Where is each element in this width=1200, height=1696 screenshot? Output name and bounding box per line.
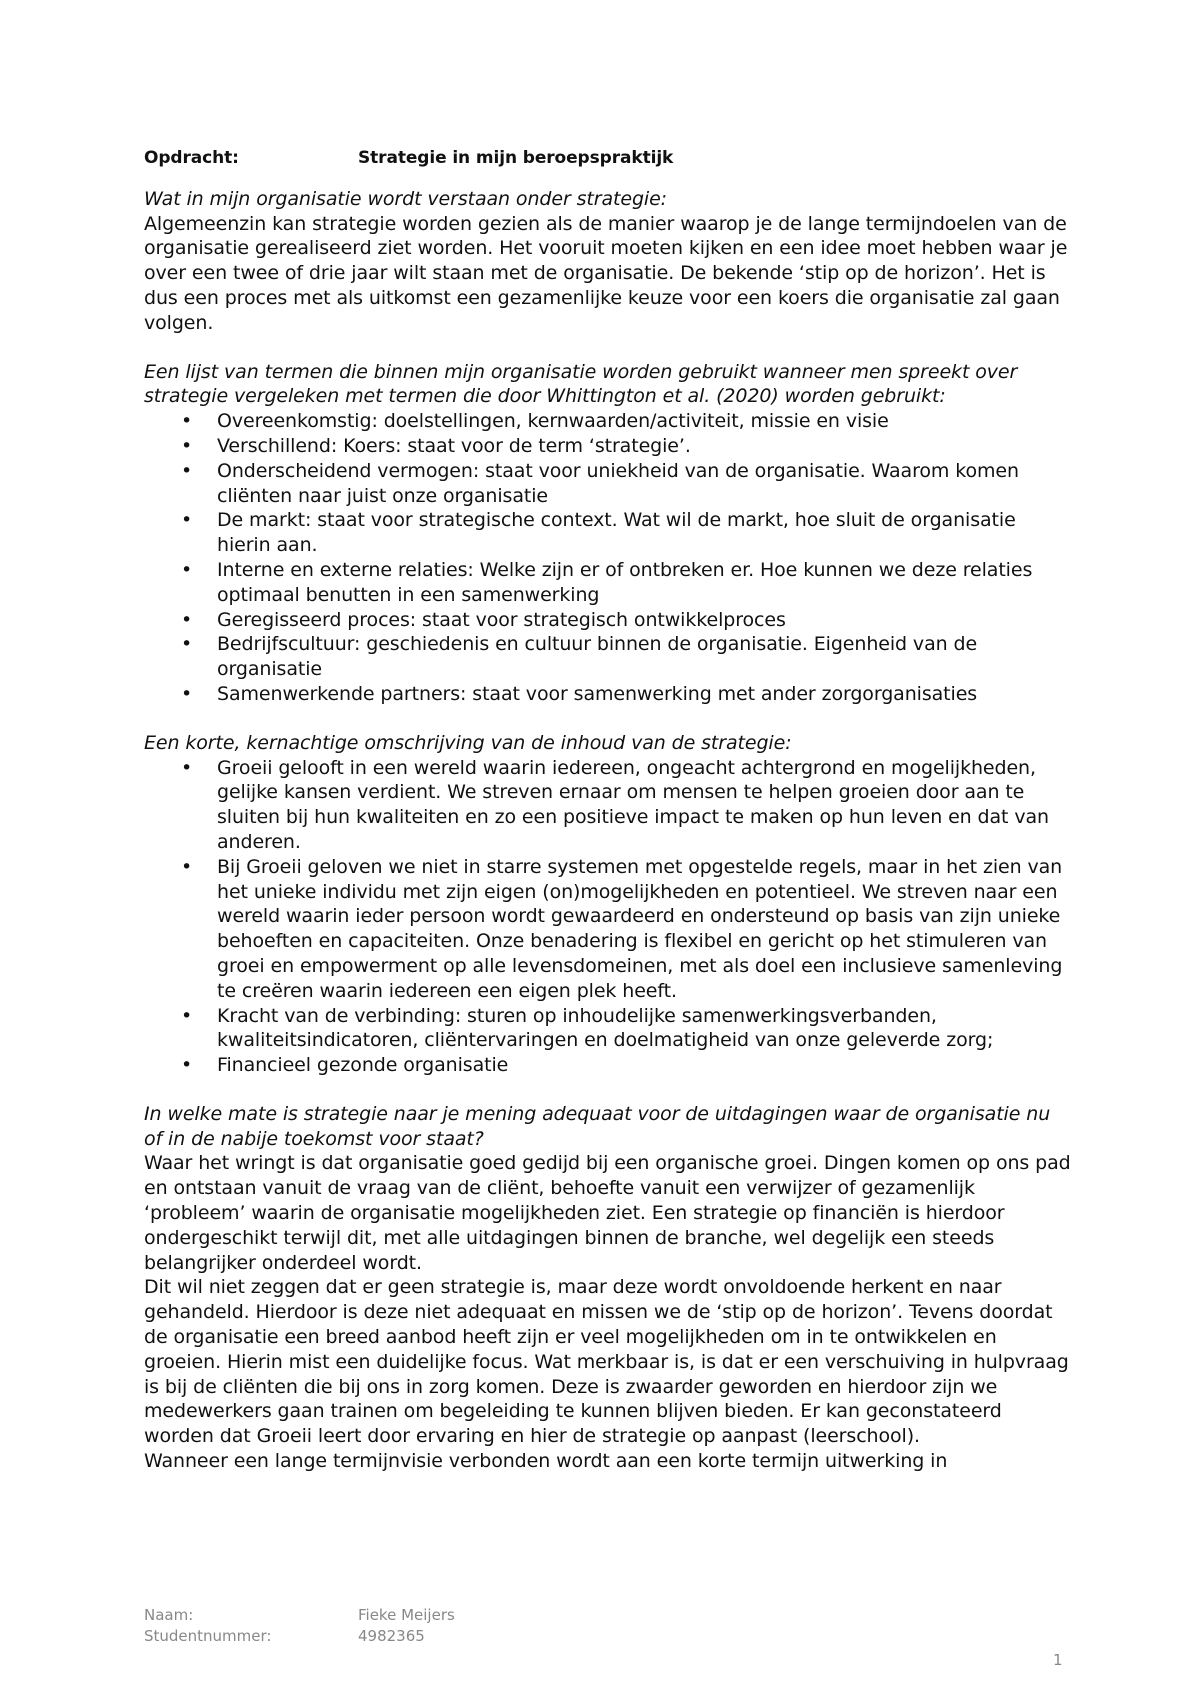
- list-item: • Samenwerkende partners: staat voor samenwerking met ander zorgorganisaties: [144, 682, 1074, 707]
- assignment-title: Strategie in mijn beroepspraktijk: [358, 148, 674, 168]
- page-number: 1: [1053, 1651, 1063, 1669]
- assignment-label: Opdracht:: [144, 148, 239, 168]
- list-item: • Financieel gezonde organisatie: [144, 1053, 1074, 1078]
- footer-name-label: Naam:: [144, 1606, 194, 1624]
- section-4-paragraph: Wanneer een lange termijnvisie verbonden wordt aan een korte termijn uitwerking in: [144, 1450, 948, 1473]
- list-item: • Bij Groeii geloven we niet in starre systemen met opgestelde regels, maar in het zien van het unieke individu met zijn eigen (on)mogelijkheden en potentieel. We streven naar een wereld waarin ieder persoon wordt gewaardeerd en ondersteund op basis van zijn unieke behoeften en capaciteiten. Onze benadering is flexibel en gericht op het stimuleren van groei en empowerment op alle levensdomeinen, met als doel een inclusieve samenleving te creëren waarin iedereen een eigen plek heeft.: [144, 855, 1074, 1004]
- list-item: • Verschillend: Koers: staat voor de term ‘strategie’.: [144, 434, 1074, 459]
- section-spacer: [144, 1078, 1074, 1102]
- section-3-question: Een korte, kernachtige omschrijving van de inhoud van de strategie:: [144, 731, 792, 754]
- section-4-paragraph: Dit wil niet zeggen dat er geen strategie is, maar deze wordt onvoldoende herkent en naar gehandeld. Hierdoor is deze niet adequaat en missen we de ‘stip op de horizon’. Tevens doordat de organisatie een breed aanbod heeft zijn er veel mogelijkheden om in te ontwikkelen en groeien. Hierin mist een duidelijke focus. Wat merkbaar is, is dat er een verschuiving in hulpvraag is bij de cliënten die bij ons in zorg komen. Deze is zwaarder geworden en hierdoor zijn we medewerkers gaan trainen om begeleiding te kunnen blijven bieden. Er kan geconstateerd worden dat Groeii leert door ervaring en hier de strategie op aanpast (leerschool).: [144, 1276, 1069, 1448]
- list-item: • Overeenkomstig: doelstellingen, kernwaarden/activiteit, missie en visie: [144, 409, 1074, 434]
- assignment-header: [144, 146, 1074, 171]
- page-content: [144, 146, 1074, 1474]
- section-spacer: [144, 707, 1074, 731]
- section-4-question: In welke mate is strategie naar je mening adequaat voor de uitdagingen waar de organisatie nu of in de nabije toekomst voor staat?: [144, 1102, 1051, 1150]
- strategy-list: [144, 756, 1074, 1078]
- section-2-question: Een lijst van termen die binnen mijn organisatie worden gebruikt wanneer men spreekt over strategie vergeleken met termen die door Whittington et al. (2020) worden gebruikt:: [144, 360, 1018, 408]
- footer-student-value: 4982365: [358, 1627, 425, 1645]
- terms-list: [144, 409, 1074, 707]
- list-item: • Groeii gelooft in een wereld waarin iedereen, ongeacht achtergrond en mogelijkheden, gelijke kansen verdient. We streven ernaar om mensen te helpen groeien door aan te sluiten bij hun kwaliteiten en zo een positieve impact te maken op hun leven en dat van anderen.: [144, 756, 1074, 855]
- section-1-question: Wat in mijn organisatie wordt verstaan onder strategie:: [144, 187, 667, 210]
- section-1-body: Algemeenzin kan strategie worden gezien als de manier waarop je de lange termijndoelen van de organisatie gerealiseerd ziet worden. Het vooruit moeten kijken en een idee moet hebben waar je over een twee of drie jaar wilt staan met de organisatie. De bekende ‘stip op de horizon’. Het is dus een proces met als uitkomst een gezamenlijke keuze voor een koers die organisatie zal gaan volgen.: [144, 212, 1068, 334]
- footer-name-row: [144, 1605, 455, 1626]
- list-item: • Bedrijfscultuur: geschiedenis en cultuur binnen de organisatie. Eigenheid van de organisatie: [144, 632, 1074, 682]
- list-item: • Interne en externe relaties: Welke zijn er of ontbreken er. Hoe kunnen we deze relaties optimaal benutten in een samenwerking: [144, 558, 1074, 608]
- section-spacer: [144, 336, 1074, 360]
- list-item: • Kracht van de verbinding: sturen op inhoudelijke samenwerkingsverbanden, kwaliteitsindicatoren, cliëntervaringen en doelmatigheid van onze geleverde zorg;: [144, 1004, 1074, 1054]
- list-item: • Onderscheidend vermogen: staat voor uniekheid van de organisatie. Waarom komen cliënten naar juist onze organisatie: [144, 459, 1074, 509]
- footer-name-value: Fieke Meijers: [358, 1606, 455, 1624]
- section-4-paragraph: Waar het wringt is dat organisatie goed gedijd bij een organische groei. Dingen komen op ons pad en ontstaan vanuit de vraag van de cliënt, behoefte vanuit een verwijzer of gezamenlijk ‘probleem’ waarin de organisatie mogelijkheden ziet. Een strategie op financiën is hierdoor ondergeschikt terwijl dit, met alle uitdagingen binnen de branche, wel degelijk een steeds belangrijker onderdeel wordt.: [144, 1152, 1071, 1274]
- page-footer: [144, 1605, 455, 1647]
- list-item: • De markt: staat voor strategische context. Wat wil de markt, hoe sluit de organisatie hierin aan.: [144, 508, 1074, 558]
- footer-student-label: Studentnummer:: [144, 1627, 272, 1645]
- footer-student-row: [144, 1626, 455, 1647]
- list-item: • Geregisseerd proces: staat voor strategisch ontwikkelproces: [144, 608, 1074, 633]
